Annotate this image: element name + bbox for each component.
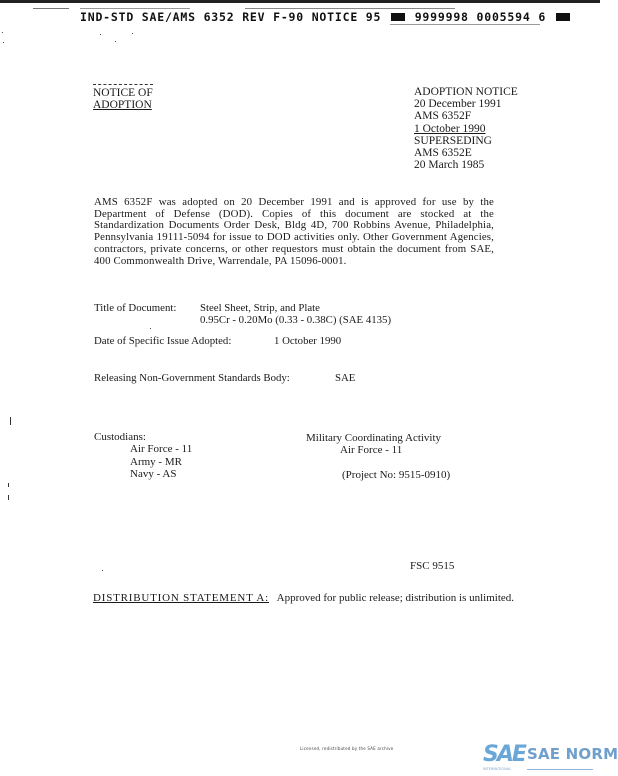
custodian-air-force: Air Force - 11 [130, 443, 193, 456]
adoption-notice-block [414, 86, 518, 171]
sae-norm-brand: SAE NORM [527, 745, 618, 763]
project-number: (Project No: 9515-0910) [342, 468, 451, 481]
scan-artifact [245, 8, 455, 9]
heading-rule [93, 84, 153, 85]
superseded-document-date: 20 March 1985 [414, 159, 485, 172]
document-id-prefix: IND-STD SAE/AMS 6352 REV F-90 NOTICE 95 [80, 10, 382, 24]
scan-speck [132, 33, 133, 34]
notice-of-adoption-heading [93, 84, 153, 111]
coordinating-activity-label: Military Coordinating Activity [306, 432, 442, 444]
scan-speck [100, 34, 101, 35]
sae-logo-mark: SAE [483, 742, 525, 767]
notice-left-line1: NOTICE OF [93, 87, 153, 99]
redaction-block [556, 13, 570, 21]
coordinating-activity-block [306, 432, 450, 481]
document-id-code2: 0005594 [476, 10, 531, 24]
date-of-issue-label: Date of Specific Issue Adopted: [94, 335, 232, 347]
scan-speck [3, 42, 4, 43]
footer-license-note: Licensed, redistributed by the SAE archive [300, 746, 394, 751]
scan-top-border [0, 0, 600, 3]
custodians-label: Custodians: [94, 431, 146, 443]
scan-speck [102, 570, 103, 571]
document-issue-date: 1 October 1990 [414, 122, 486, 135]
distribution-statement-label: DISTRIBUTION STATEMENT A: [93, 592, 269, 604]
date-of-issue-value: 1 October 1990 [274, 335, 342, 347]
superseded-document-number: AMS 6352E [414, 147, 472, 160]
title-of-document-line1: Steel Sheet, Strip, and Plate [200, 302, 320, 314]
fsc-code: FSC 9515 [410, 560, 455, 572]
releasing-body-label: Releasing Non-Government Standards Body: [94, 372, 290, 384]
scan-speck [2, 32, 3, 33]
document-number: AMS 6352F [414, 110, 472, 123]
distribution-statement [93, 592, 529, 604]
title-of-document-line2: 0.95Cr - 0.20Mo (0.33 - 0.38C) (SAE 4135) [200, 314, 392, 326]
adoption-notice-title: ADOPTION NOTICE [414, 86, 518, 98]
distribution-statement-text: Approved for public release; distribution is unlimited. [276, 592, 515, 604]
superseding-label: SUPERSEDING [414, 134, 492, 147]
title-of-document-label: Title of Document: [94, 302, 177, 314]
scan-artifact [33, 8, 69, 9]
scan-artifact [80, 8, 190, 9]
notice-left-line2: ADOPTION [93, 99, 152, 111]
document-id-code1: 9999998 [414, 10, 469, 24]
adoption-paragraph: AMS 6352F was adopted on 20 December 1991 and is approved for use by the Department of Defense (DOD). Copies of this document are stocked at the Standardization Documents Order Desk, Bldg 4D, 700 Robbins Avenue, Philadelphia, Pennsylvania 19111-5094 for issue to DOD activities only. Other Government Agencies, contractors, private concerns, or other requestors must obtain the document from SAE, 400 Commonwealth Drive, Warrendale, PA 15096-0001. [94, 196, 494, 267]
scan-speck [115, 41, 116, 42]
sae-norm-logo [483, 742, 618, 774]
scan-artifact [390, 24, 540, 25]
logo-rule [527, 769, 593, 770]
custodians-block [94, 431, 192, 480]
custodian-army: Army - MR [130, 455, 182, 468]
sae-international-label: INTERNATIONAL [483, 767, 512, 771]
scan-edge-mark [8, 495, 9, 500]
document-id-code3: 6 [538, 10, 547, 24]
document-id-header [80, 10, 572, 24]
adoption-date: 20 December 1991 [414, 98, 502, 111]
releasing-body-value: SAE [335, 372, 356, 384]
coordinating-activity-value: Air Force - 11 [340, 444, 403, 457]
redaction-block [391, 13, 405, 21]
custodian-navy: Navy - AS [130, 467, 177, 480]
scan-edge-mark [10, 417, 11, 425]
scan-speck [150, 328, 151, 329]
scan-edge-mark [8, 483, 9, 487]
